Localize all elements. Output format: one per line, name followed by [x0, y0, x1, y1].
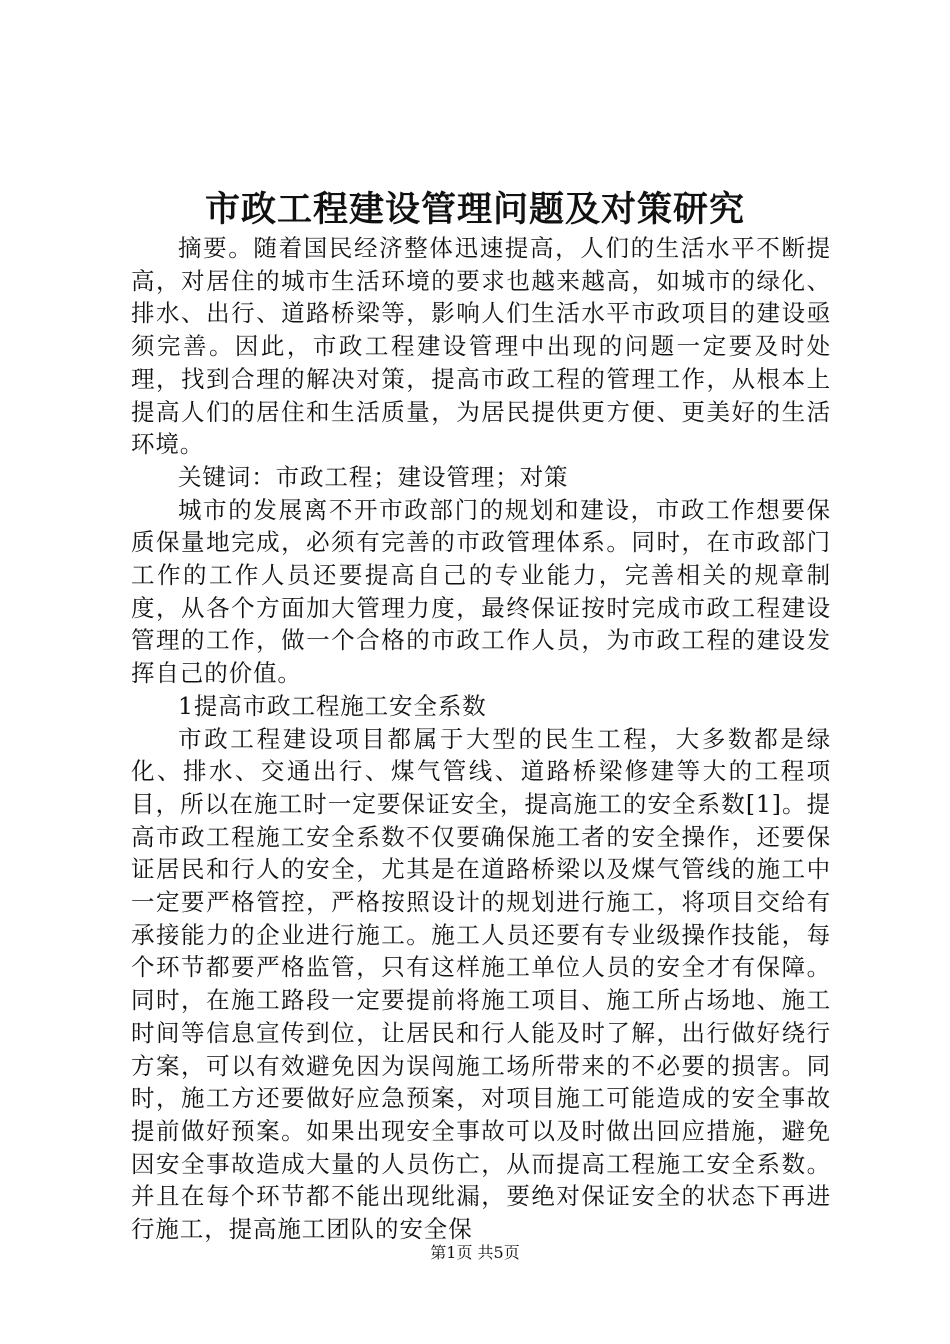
section-heading: 1提高市政工程施工安全系数	[178, 691, 487, 720]
keywords-paragraph: 关键词：市政工程；建设管理；对策	[178, 462, 569, 491]
document-title: 市政工程建设管理问题及对策研究	[204, 189, 745, 230]
abstract-paragraph: 摘要。随着国民经济整体迅速提高，人们的生活水平不断提高，对居住的城市生活环境的要求也越来越高，如城市的绿化、排水、出行、道路桥梁等，影响人们生活水平市政项目的建设亟须完善。因此，市政工程建设管理中出现的问题一定要及时处理，找到合理的解决对策，提高市政工程的管理工作，从根本上提高人们的居住和生活质量，为居民提供更方便、更美好的生活环境。	[131, 234, 831, 459]
page-footer: 第1页 共5页	[430, 1243, 520, 1262]
document-body	[131, 232, 831, 1246]
section-body-paragraph: 市政工程建设项目都属于大型的民生工程，大多数都是绿化、排水、交通出行、煤气管线、道路桥梁修建等大的工程项目，所以在施工时一定要保证安全，提高施工的安全系数[1]。提高市政工程施工安全系数不仅要确保施工者的安全操作，还要保证居民和行人的安全，尤其是在道路桥梁以及煤气管线的施工中一定要严格管控，严格按照设计的规划进行施工，将项目交给有承接能力的企业进行施工。施工人员还要有专业级操作技能，每个环节都要严格监管，只有这样施工单位人员的安全才有保障。同时，在施工路段一定要提前将施工项目、施工所占场地、施工时间等信息宣传到位，让居民和行人能及时了解，出行做好绕行方案，可以有效避免因为误闯施工场所带来的不必要的损害。同时，施工方还要做好应急预案，对项目施工可能造成的安全事故提前做好预案。如果出现安全事故可以及时做出回应措施，避免因安全事故造成大量的人员伤亡，从而提高工程施工安全系数。并且在每个环节都不能出现纰漏，要绝对保证安全的状态下再进行施工，提高施工团队的安全保	[131, 724, 831, 1244]
intro-paragraph: 城市的发展离不开市政部门的规划和建设，市政工作想要保质保量地完成，必须有完善的市政管理体系。同时，在市政部门工作的工作人员还要提高自己的专业能力，完善相关的规章制度，从各个方面加大管理力度，最终保证按时完成市政工程建设管理的工作，做一个合格的市政工作人员，为市政工程的建设发挥自己的价值。	[131, 495, 831, 688]
